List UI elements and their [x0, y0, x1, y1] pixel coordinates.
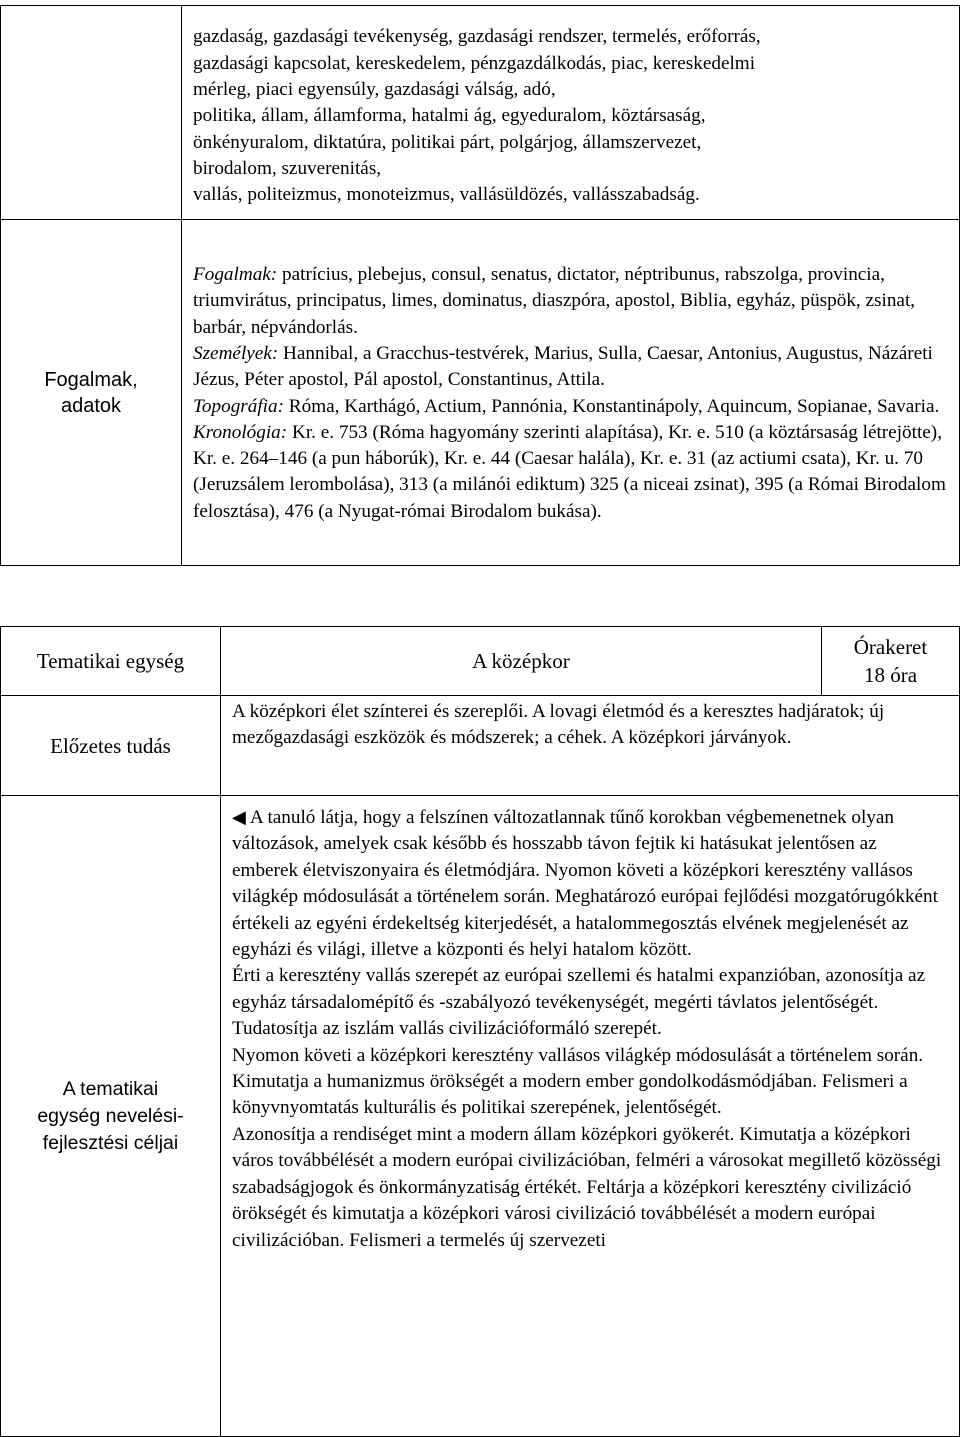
celok-paragraph: Nyomon követi a középkori keresztény vallásos világkép módosulását a történelem során. Kimutatja a humanizmus örökségét a modern ember gondolkodásmódjában. Felismeri a könyvnyomtatás kulturális és politikai szerepének, jelentőségét.	[232, 1044, 924, 1119]
tematikai-egyseg-label: Tematikai egység	[1, 627, 221, 696]
celok-paragraph: Érti a keresztény vallás szerepét az európai szellemi és hatalmi expanzióban, azonosítja az egyház társadalomépítő és -szabályozó tevékenységét, megérti távlatos jelentőségét. Tudatosítja az iszlám vallás civilizációformáló szerepét.	[232, 965, 926, 1040]
row-label-empty	[1, 6, 182, 220]
topografia-paragraph: Topográfia: Róma, Karthágó, Actium, Pannónia, Konstantinápoly, Aquincum, Sopianae, Savaria.	[193, 395, 940, 417]
fogalmak-paragraph: Fogalmak: patrícius, plebejus, consul, senatus, dictator, néptribunus, rabszolga, provincia, triumvirátus, principatus, limes, dominatus, diaszpóra, apostol, Biblia, egyház, püspök, zsinat, barbár, népvándorlás.	[193, 264, 916, 338]
elozetes-text: A középkori élet színterei és szereplői. A lovagi életmód és a keresztes hadjáratok; új mezőgazdasági eszközök és módszerek; a céhek. A középkori járványok.	[232, 701, 885, 749]
text-line: birodalom, szuverenitás,	[193, 157, 382, 179]
content-cell	[182, 220, 960, 566]
bottom-table	[0, 626, 960, 1437]
table-row	[1, 696, 960, 796]
table-row	[1, 6, 960, 220]
kronologia-paragraph: Kronológia: Kr. e. 753 (Róma hagyomány szerinti alapítása), Kr. e. 510 (a köztársaság létrejötte), Kr. e. 264–146 (a pun háborúk), Kr. e. 44 (Caesar halála), Kr. e. 31 (az actiumi csata), Kr. u. 70 (Jeruzsálem lerombolása), 313 (a milánói ediktum) 325 (a niceai zsinat), 395 (a Római Birodalom felosztása), 476 (a Nyugat-római Birodalom bukása).	[193, 421, 946, 522]
celok-paragraph: Azonosítja a rendiséget mint a modern állam középkori gyökerét. Kimutatja a középkori város továbbélését a modern európai civilizációban, felméri a városokat megillető közösségi szabadságjogok és önkormányzatiság értékét. Feltárja a középkori keresztény civilizáció örökségét és kimutatja a középkori városi civilizáció továbbélését a modern európai civilizációban. Felismeri a termelés új szervezeti	[232, 1123, 942, 1251]
text-line: önkényuralom, diktatúra, politikai párt, polgárjog, államszervezet,	[193, 131, 702, 153]
celok-label: A tematikai egység nevelési- fejlesztési céljai	[1, 796, 221, 1437]
orakeret-value: 18 óra	[863, 663, 918, 687]
szemelyek-paragraph: Személyek: Hannibal, a Gracchus-testvérek, Marius, Sulla, Caesar, Antonius, Augustus, Názáreti Jézus, Péter apostol, Pál apostol, Constantinus, Attila.	[193, 342, 933, 391]
row-label: Fogalmak, adatok	[1, 220, 182, 566]
table-row	[1, 627, 960, 696]
content-cell	[221, 696, 960, 796]
top-table	[0, 5, 960, 566]
table-row	[1, 220, 960, 566]
text-line: gazdaság, gazdasági tevékenység, gazdasági rendszer, termelés, erőforrás,	[193, 26, 761, 48]
unit-title: A középkor	[221, 627, 822, 696]
table-row	[1, 796, 960, 1437]
text-line: vallás, politeizmus, monoteizmus, vallásüldözés, vallásszabadság.	[193, 184, 700, 206]
arrow-left-icon: ◀	[232, 807, 246, 827]
orakeret-cell	[822, 627, 960, 696]
content-cell	[182, 6, 960, 220]
content-cell	[221, 796, 960, 1437]
text-line: mérleg, piaci egyensúly, gazdasági válság, adó,	[193, 79, 556, 101]
text-line: politika, állam, államforma, hatalmi ág, egyeduralom, köztársaság,	[193, 105, 706, 127]
celok-paragraph: ◀ A tanuló látja, hogy a felszínen változatlannak tűnő korokban végbemenetnek olyan változások, amelyek csak később és hosszabb távon fejtik ki hatásukat jelentősen az emberek életviszonyaira és életmódjára. Nyomon követi a középkori keresztény vallásos világkép módosulását a történelem során. Meghatározó európai fejlődési mozgatórugókként értékeli az egyéni érdekeltség kiterjedését, a hatalommegosztás elvének megjelenését az egyházi és világi, illetve a központi és helyi hatalom között.	[232, 804, 947, 963]
orakeret-label: Órakeret	[853, 635, 928, 659]
elozetes-tudas-label: Előzetes tudás	[1, 696, 221, 796]
text-line: gazdasági kapcsolat, kereskedelem, pénzgazdálkodás, piac, kereskedelmi	[193, 52, 756, 74]
